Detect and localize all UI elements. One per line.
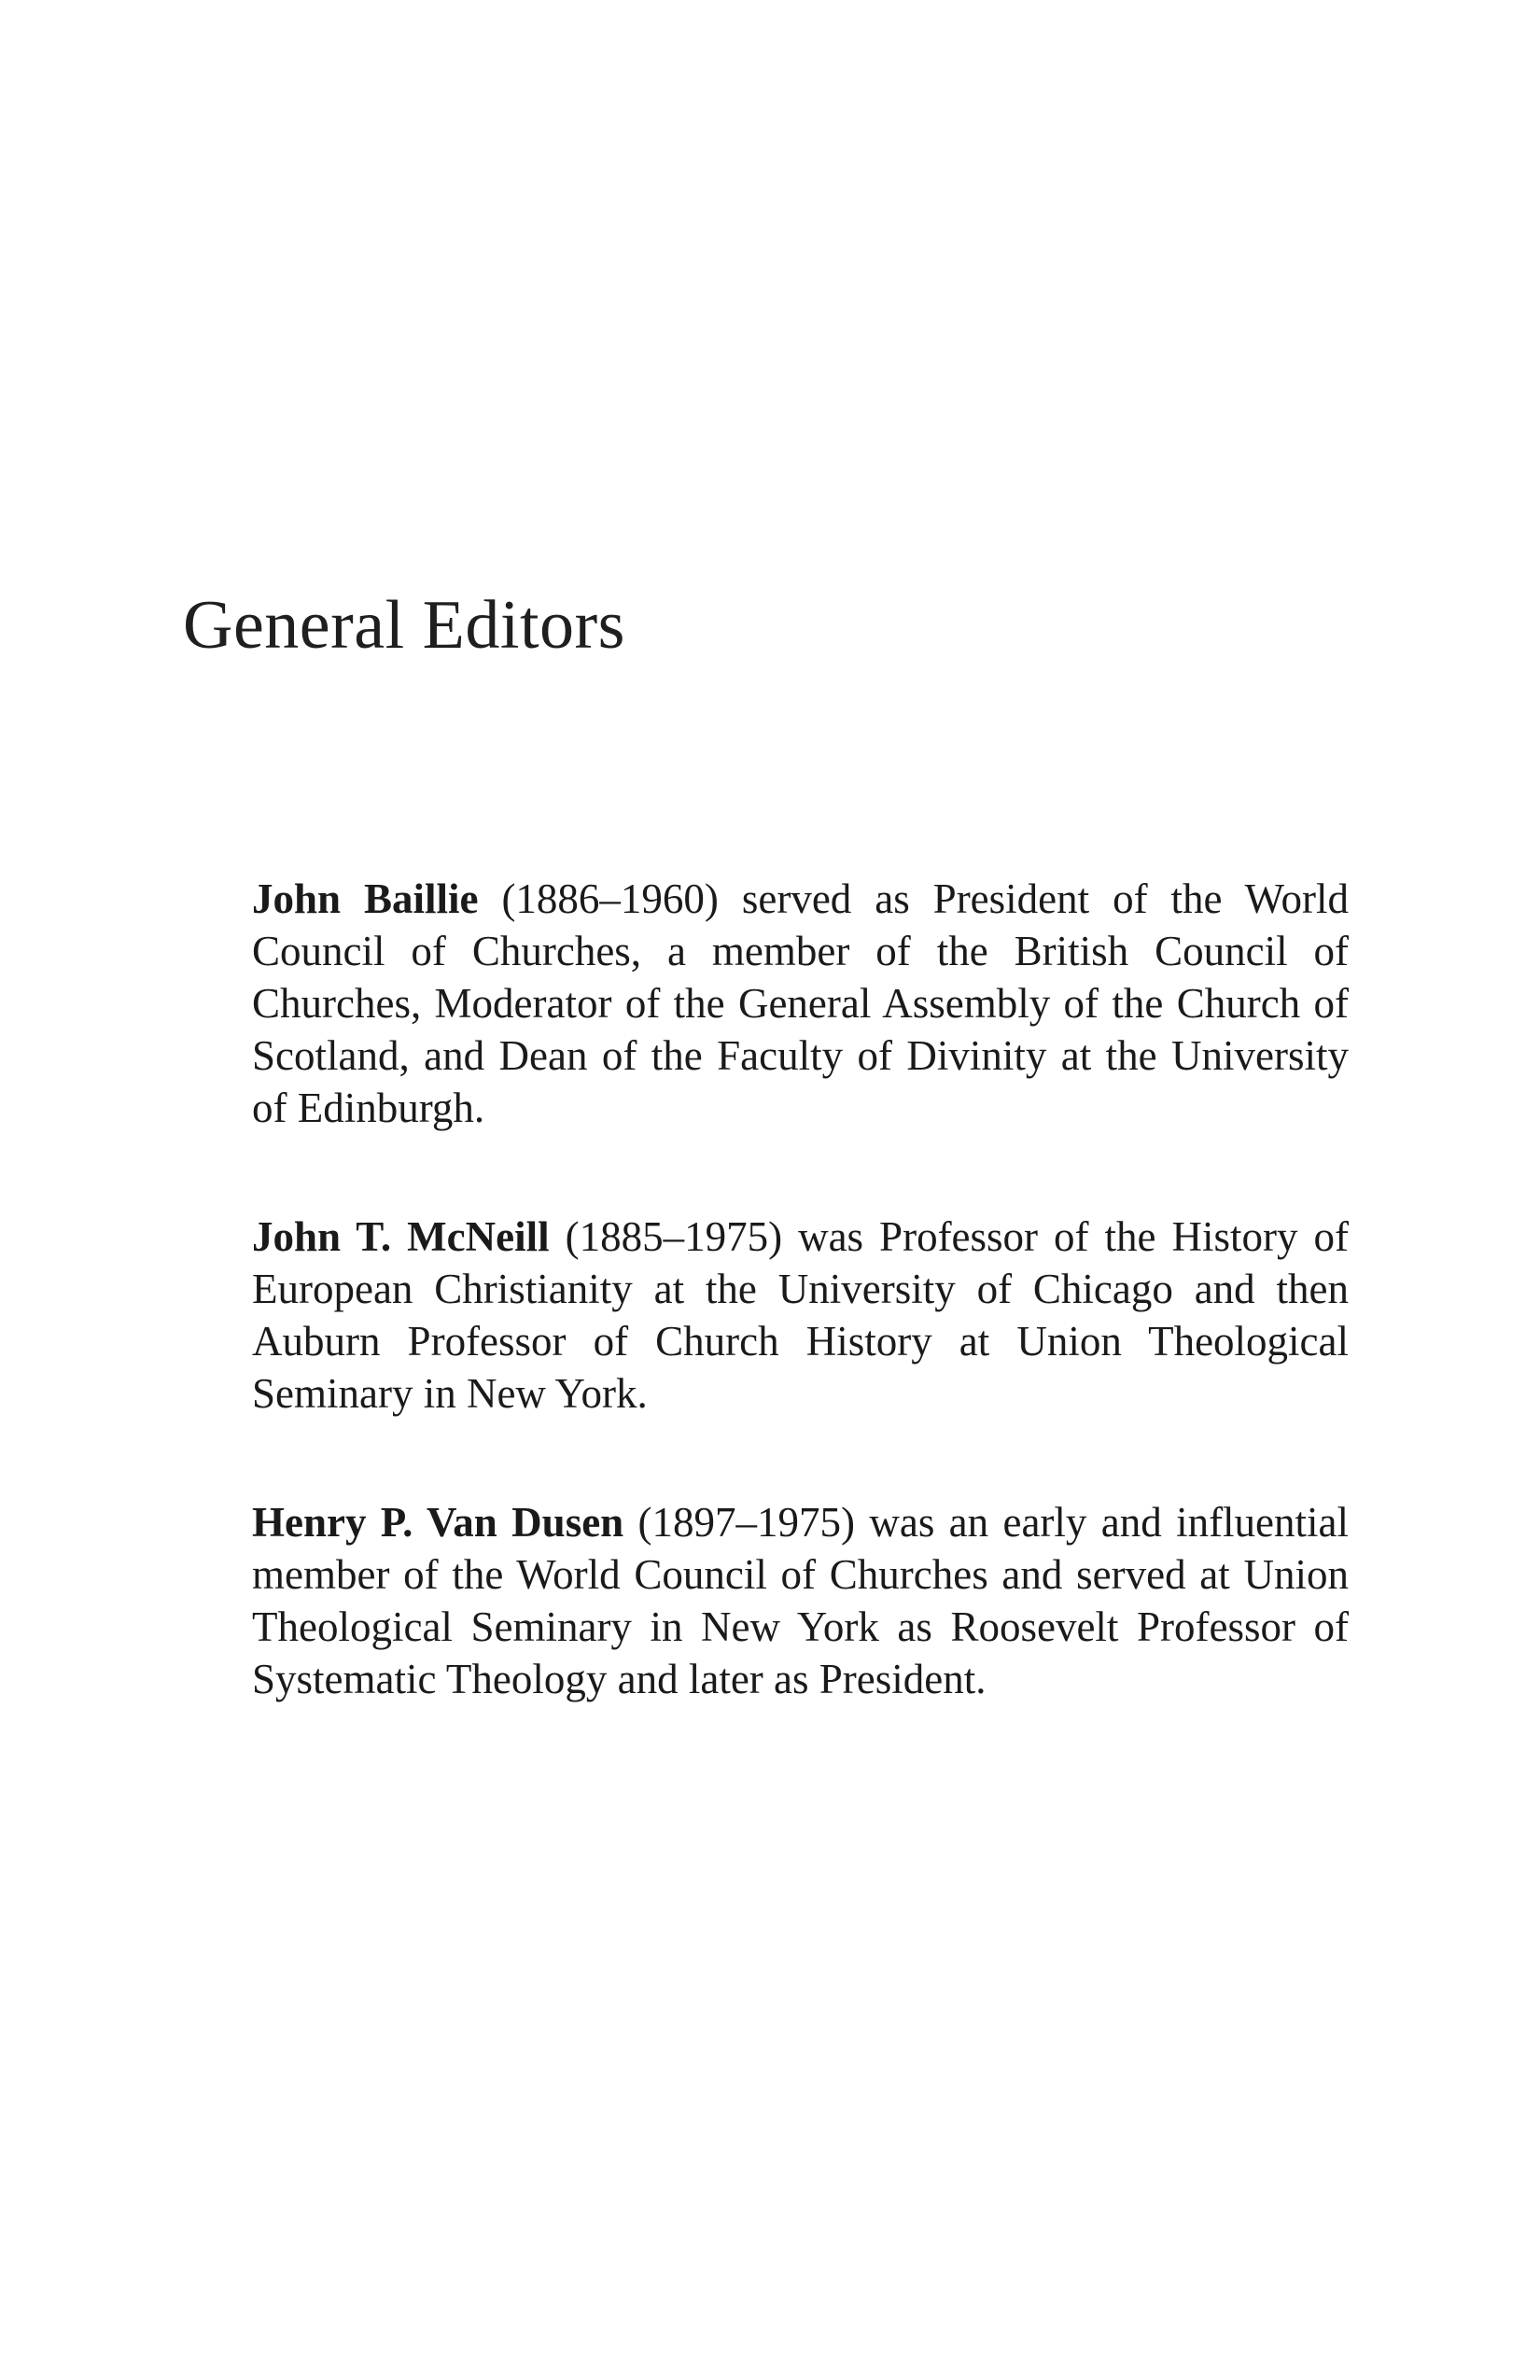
editor-name: Henry P. Van Dusen bbox=[252, 1499, 624, 1546]
editor-description: (1897–1975) was an early and influential member of the World Council of Churches and served at Union Theological Seminary in New York as Roosevelt Professor of Systematic Theology and later as President. bbox=[252, 1499, 1350, 1702]
editor-bio-van-dusen bbox=[252, 1496, 1349, 1705]
editor-name: John Baillie bbox=[252, 875, 479, 922]
editor-description: (1885–1975) was Professor of the History of European Christianity at the University of Chicago and then Auburn Professor of Church History at Union Theological Seminary in New York. bbox=[252, 1213, 1349, 1417]
page-title: General Editors bbox=[183, 587, 625, 664]
editor-bio-mcneill bbox=[252, 1211, 1349, 1420]
editor-name: John T. McNeill bbox=[252, 1213, 550, 1260]
editor-bios bbox=[252, 873, 1349, 1782]
editor-description: (1886–1960) served as President of the World Council of Churches, a member of the British Council of Churches, Moderator of the General Assembly of the Church of Scotland, and Dean of the Faculty of Divinity at the University of Edinburgh. bbox=[252, 875, 1349, 1131]
editor-bio-baillie bbox=[252, 873, 1349, 1134]
